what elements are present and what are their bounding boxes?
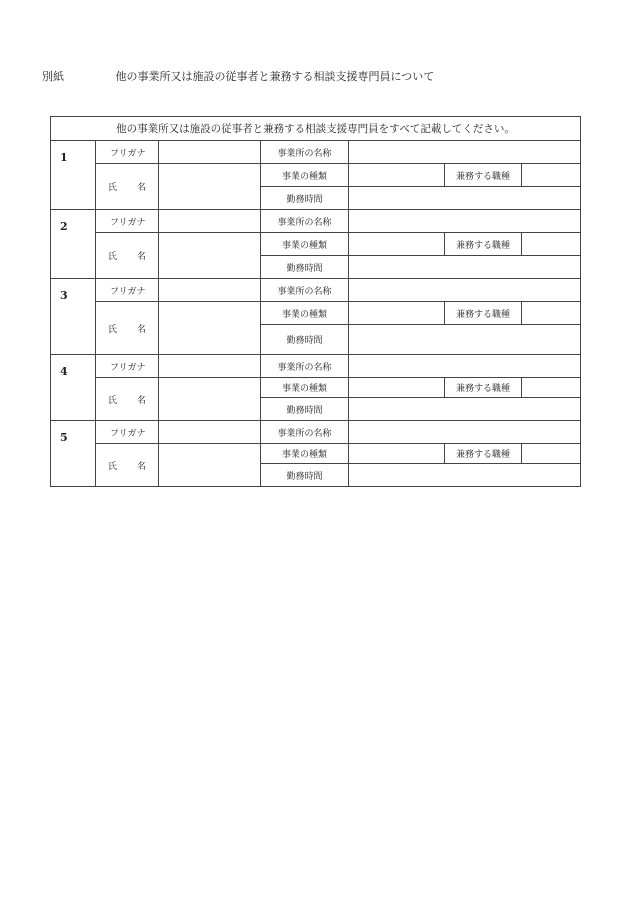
furigana-input[interactable] <box>159 421 261 444</box>
business-type-label: 事業の種類 <box>261 444 349 464</box>
furigana-input[interactable] <box>159 141 261 164</box>
name-label-first: 氏 <box>108 395 118 406</box>
work-hours-input[interactable] <box>349 187 581 210</box>
name-label-second: 名 <box>137 461 147 472</box>
name-label-second: 名 <box>137 252 147 262</box>
table-row <box>51 279 581 302</box>
work-hours-input[interactable] <box>349 325 581 355</box>
table-row <box>51 164 581 187</box>
office-name-input[interactable] <box>349 141 581 164</box>
name-label-second: 名 <box>137 324 147 335</box>
business-type-input[interactable] <box>349 444 445 464</box>
business-type-label: 事業の種類 <box>261 233 349 256</box>
business-type-input[interactable] <box>349 164 445 187</box>
name-label-second: 名 <box>137 183 147 193</box>
office-name-label: 事業所の名称 <box>261 355 349 378</box>
furigana-label: フリガナ <box>96 279 159 302</box>
concurrent-job-label: 兼務する職種 <box>445 233 522 256</box>
office-name-input[interactable] <box>349 355 581 378</box>
entry-number: 2 <box>51 210 96 279</box>
attachment-label: 別紙 <box>42 70 64 83</box>
name-input[interactable] <box>159 378 261 421</box>
entry-number: 4 <box>51 355 96 421</box>
work-hours-label: 勤務時間 <box>261 256 349 279</box>
office-name-input[interactable] <box>349 279 581 302</box>
concurrent-staff-table <box>50 116 581 487</box>
business-type-input[interactable] <box>349 233 445 256</box>
entry-number: 5 <box>51 421 96 487</box>
name-input[interactable] <box>159 302 261 355</box>
concurrent-job-input[interactable] <box>522 302 581 325</box>
name-label-first: 氏 <box>108 252 118 262</box>
table-row <box>51 378 581 398</box>
work-hours-label: 勤務時間 <box>261 398 349 421</box>
furigana-input[interactable] <box>159 355 261 378</box>
table-caption-row <box>51 117 581 141</box>
business-type-label: 事業の種類 <box>261 302 349 325</box>
work-hours-input[interactable] <box>349 398 581 421</box>
entry-number: 1 <box>51 141 96 210</box>
name-label <box>96 302 159 355</box>
business-type-label: 事業の種類 <box>261 164 349 187</box>
work-hours-label: 勤務時間 <box>261 325 349 355</box>
name-label <box>96 444 159 487</box>
page-heading <box>42 68 434 84</box>
office-name-input[interactable] <box>349 421 581 444</box>
table-row <box>51 355 581 378</box>
name-label-second: 名 <box>137 395 147 406</box>
name-label-first: 氏 <box>108 461 118 472</box>
furigana-label: フリガナ <box>96 141 159 164</box>
name-input[interactable] <box>159 233 261 279</box>
concurrent-job-input[interactable] <box>522 164 581 187</box>
concurrent-job-label: 兼務する職種 <box>445 302 522 325</box>
office-name-label: 事業所の名称 <box>261 210 349 233</box>
office-name-label: 事業所の名称 <box>261 421 349 444</box>
concurrent-job-input[interactable] <box>522 233 581 256</box>
business-type-label: 事業の種類 <box>261 378 349 398</box>
table-row <box>51 444 581 464</box>
work-hours-label: 勤務時間 <box>261 187 349 210</box>
table-row <box>51 302 581 325</box>
furigana-input[interactable] <box>159 210 261 233</box>
furigana-label: フリガナ <box>96 355 159 378</box>
name-label <box>96 378 159 421</box>
work-hours-label: 勤務時間 <box>261 464 349 487</box>
office-name-label: 事業所の名称 <box>261 141 349 164</box>
concurrent-job-label: 兼務する職種 <box>445 444 522 464</box>
furigana-label: フリガナ <box>96 210 159 233</box>
concurrent-job-input[interactable] <box>522 378 581 398</box>
work-hours-input[interactable] <box>349 256 581 279</box>
business-type-input[interactable] <box>349 378 445 398</box>
table-row <box>51 210 581 233</box>
name-label-first: 氏 <box>108 183 118 193</box>
name-label-first: 氏 <box>108 324 118 335</box>
concurrent-job-input[interactable] <box>522 444 581 464</box>
name-label <box>96 164 159 210</box>
concurrent-job-label: 兼務する職種 <box>445 378 522 398</box>
office-name-label: 事業所の名称 <box>261 279 349 302</box>
concurrent-job-label: 兼務する職種 <box>445 164 522 187</box>
office-name-input[interactable] <box>349 210 581 233</box>
document-title: 他の事業所又は施設の従事者と兼務する相談支援専門員について <box>115 70 435 83</box>
table-row <box>51 141 581 164</box>
furigana-input[interactable] <box>159 279 261 302</box>
name-input[interactable] <box>159 444 261 487</box>
furigana-label: フリガナ <box>96 421 159 444</box>
name-label <box>96 233 159 279</box>
work-hours-input[interactable] <box>349 464 581 487</box>
table-row <box>51 421 581 444</box>
name-input[interactable] <box>159 164 261 210</box>
business-type-input[interactable] <box>349 302 445 325</box>
entry-number: 3 <box>51 279 96 355</box>
table-row <box>51 233 581 256</box>
table-caption: 他の事業所又は施設の従事者と兼務する相談支援専門員をすべて記載してください。 <box>51 117 581 141</box>
